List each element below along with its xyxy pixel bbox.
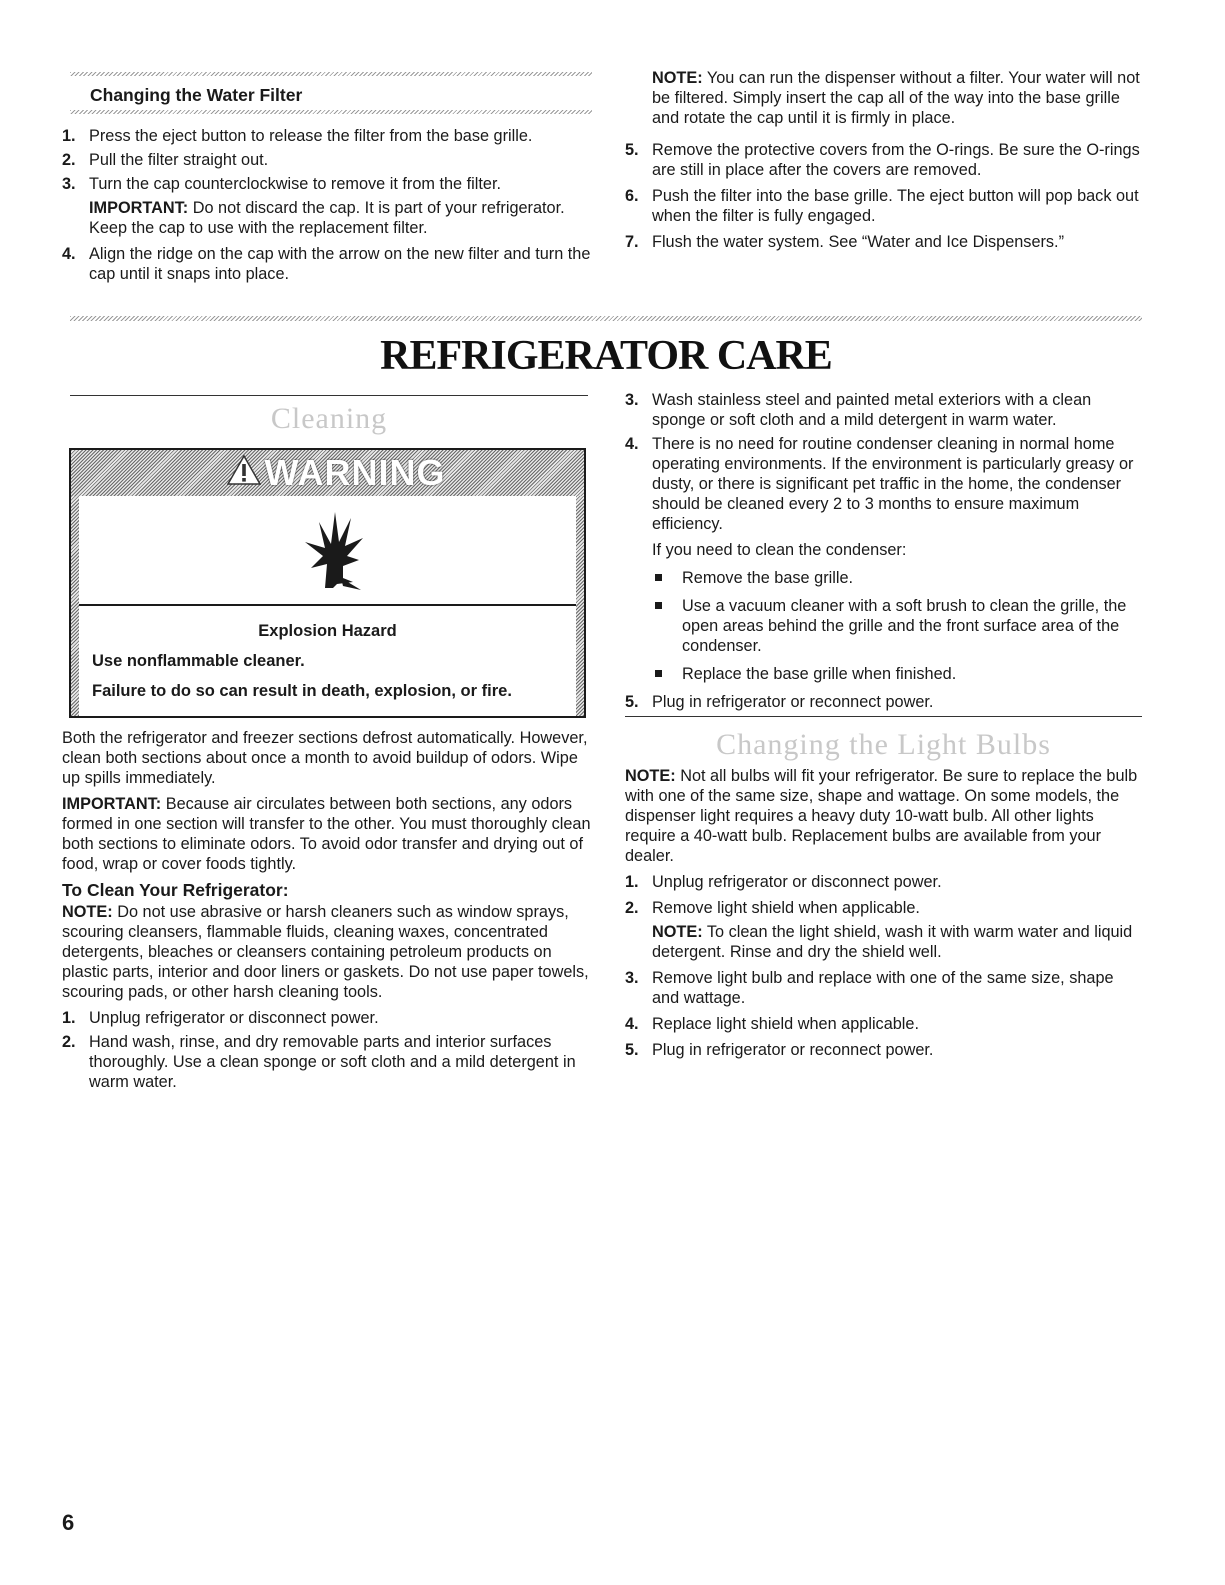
filter-bottom-rule	[70, 110, 592, 114]
list-item: 3. Turn the cap counterclockwise to remove it from the filter.	[62, 175, 502, 193]
hazard-title: Explosion Hazard	[258, 622, 397, 640]
list-item: 7. Flush the water system. See “Water and Ice Dispensers.”	[625, 233, 1065, 251]
bullet-item: Remove the base grille.	[655, 568, 1140, 588]
list-item: 5. Plug in refrigerator or reconnect power.	[625, 1041, 934, 1059]
page-title: REFRIGERATOR CARE	[380, 333, 832, 379]
cleaning-important: IMPORTANT: Because air circulates between both sections, any odors formed in one section will transfer to the other. You must thoroughly clean both sections to eliminate odors. To avoid odor transfer and drying out of food, wrap or cover foods tightly.	[62, 795, 591, 873]
list-item: 1. Press the eject button to release the filter from the base grille.	[62, 127, 533, 145]
bullet-square-icon	[655, 602, 662, 609]
cleaning-heading: Cleaning	[270, 402, 388, 435]
bulbs-top-rule	[625, 716, 1142, 717]
explosion-icon	[297, 508, 369, 597]
list-item: 1. Unplug refrigerator or disconnect power.	[62, 1009, 379, 1027]
warning-panel	[79, 496, 576, 606]
bullet-item: Use a vacuum cleaner with a soft brush to clean the grille, the open areas behind the grille and the front surface area of the condenser.	[655, 596, 1140, 656]
filter-note: NOTE: You can run the dispenser without a filter. Your water will not be filtered. Simply insert the cap all of the way into the base grille and rotate the cap until it is firmly in place.	[652, 69, 1140, 127]
warning-triangle-icon	[227, 452, 261, 494]
list-item: 3. Wash stainless steel and painted metal exteriors with a clean sponge or soft cloth and a mild detergent in warm water.	[625, 391, 1092, 429]
condenser-intro: If you need to clean the condenser:	[652, 541, 907, 559]
bulbs-heading: Changing the Light Bulbs	[716, 728, 1051, 761]
bulbs-body	[625, 766, 1140, 1060]
list-item: 4. There is no need for routine condenser cleaning in normal home operating environments. If the environment is particularly greasy or dusty, or there is significant pet traffic in the home, the condenser should be cleaned every 2 to 3 months to ensure maximum efficiency.	[625, 435, 1134, 533]
cleaning-body	[62, 728, 592, 1092]
list-item: 2. Pull the filter straight out.	[62, 151, 269, 169]
bullet-square-icon	[655, 670, 662, 677]
warning-box	[69, 448, 586, 718]
cleaning-intro: Both the refrigerator and freezer sections defrost automatically. However, clean both sections about once a month to avoid buildup of odors. Wipe up spills immediately.	[62, 729, 588, 787]
warning-border-right	[576, 496, 584, 716]
list-item: 1. Unplug refrigerator or disconnect power.	[625, 873, 942, 891]
list-item: 6. Push the filter into the base grille. The eject button will pop back out when the filter is fully engaged.	[625, 187, 1139, 225]
shield-note: NOTE: To clean the light shield, wash it with warm water and liquid detergent. Rinse and dry the shield well.	[652, 923, 1133, 961]
bullet-square-icon	[655, 574, 662, 581]
water-filter-heading: Changing the Water Filter	[90, 85, 303, 105]
hazard-line-1: Use nonflammable cleaner.	[92, 652, 305, 670]
list-item: 5. Remove the protective covers from the O-rings. Be sure the O-rings are still in place after the covers are removed.	[625, 141, 1140, 179]
cleaning-top-rule	[70, 395, 588, 396]
list-item: 5. Plug in refrigerator or reconnect power.	[625, 693, 934, 711]
list-item: 4. Replace light shield when applicable.	[625, 1015, 920, 1033]
clean-subheading: To Clean Your Refrigerator:	[62, 880, 289, 900]
warning-border-left	[71, 496, 79, 716]
list-item: 3. Remove light bulb and replace with one of the same size, shape and wattage.	[625, 969, 1114, 1007]
clean-note: NOTE: Do not use abrasive or harsh cleaners such as window sprays, scouring cleansers, flammable fluids, cleaning waxes, concentrated detergents, bleaches or cleansers containing petroleum products on plastic parts, interior and door liners or gaskets. Do not use paper towels, scouring pads, or other harsh cleaning tools.	[62, 903, 589, 1001]
important-note: IMPORTANT: Do not discard the cap. It is part of your refrigerator. Keep the cap to use with the replacement filter.	[89, 199, 565, 237]
list-item: 2. Remove light shield when applicable.	[625, 899, 920, 917]
warning-label: WARNING	[201, 453, 471, 493]
water-filter-steps-right	[625, 68, 1140, 252]
water-filter-steps-left	[62, 126, 602, 284]
warning-text-area	[79, 606, 576, 716]
list-item: 4. Align the ridge on the cap with the arrow on the new filter and turn the cap until it snaps into place.	[62, 245, 591, 283]
cleaning-continued	[625, 390, 1140, 712]
hazard-line-2: Failure to do so can result in death, explosion, or fire.	[92, 682, 512, 700]
filter-top-rule	[70, 72, 592, 76]
page-number: 6	[62, 1510, 75, 1535]
bulbs-note: NOTE: Not all bulbs will fit your refrigerator. Be sure to replace the bulb with one of the same size, shape and wattage. On some models, the dispenser light requires a heavy duty 10-watt bulb. All other lights require a 40-watt bulb. Replacement bulbs are available from your dealer.	[625, 767, 1138, 865]
bullet-item: Replace the base grille when finished.	[655, 664, 1140, 684]
list-item: 2. Hand wash, rinse, and dry removable parts and interior surfaces thoroughly. Use a clean sponge or soft cloth and a mild detergent in warm water.	[62, 1033, 576, 1091]
section-divider	[70, 316, 1142, 321]
